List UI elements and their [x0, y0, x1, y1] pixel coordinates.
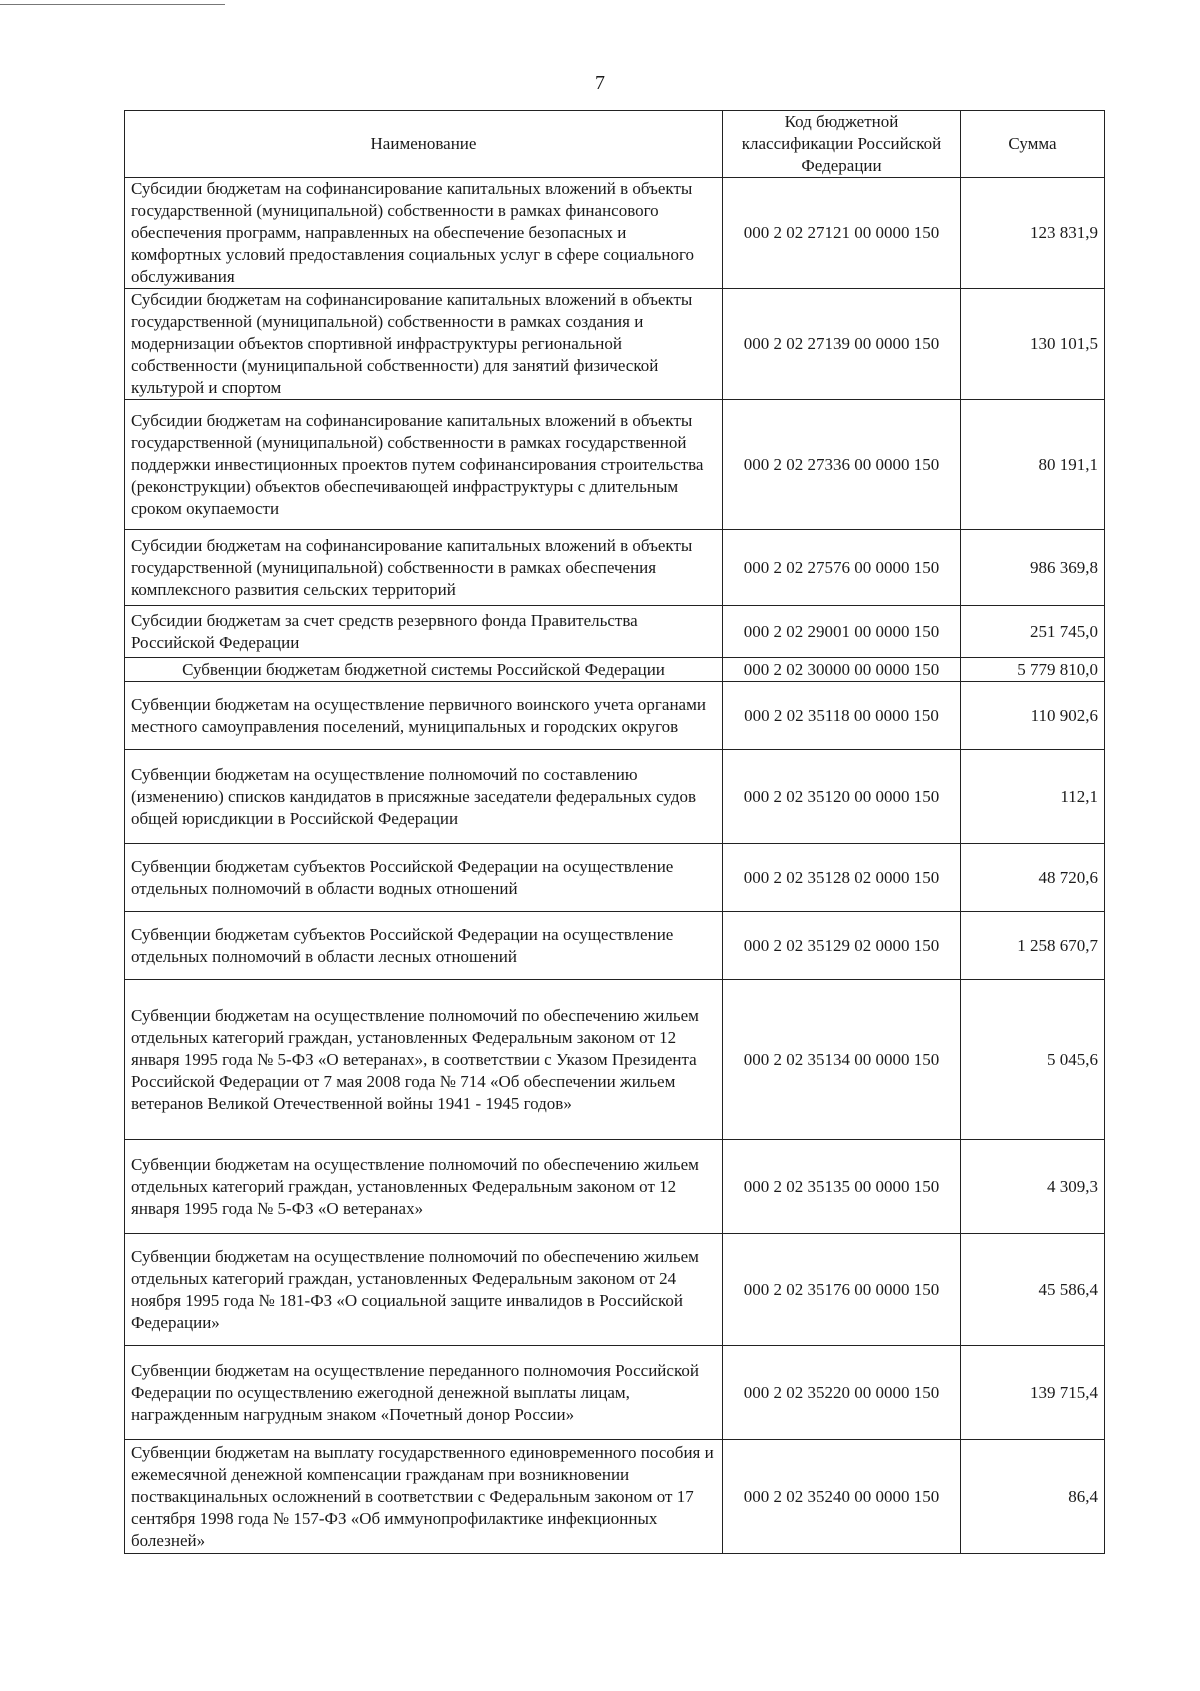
row-name: Субвенции бюджетам субъектов Российской Федерации на осуществление отдельных полномочий в области водных отношений	[125, 844, 723, 912]
row-code: 000 2 02 35135 00 0000 150	[723, 1140, 961, 1234]
row-name: Субвенции бюджетам на осуществление полномочий по обеспечению жильем отдельных категорий граждан, установленных Федеральным законом от 12 января 1995 года № 5-ФЗ «О ветеранах»	[125, 1140, 723, 1234]
table-row	[125, 606, 1105, 658]
row-sum: 45 586,4	[961, 1234, 1105, 1346]
row-sum: 5 779 810,0	[961, 658, 1105, 682]
row-sum: 123 831,9	[961, 178, 1105, 289]
table-row	[125, 682, 1105, 750]
row-name: Субвенции бюджетам на осуществление переданного полномочия Российской Федерации по осуществлению ежегодной денежной выплаты лицам, награжденным нагрудным знаком «Почетный донор России»	[125, 1346, 723, 1440]
row-code: 000 2 02 35120 00 0000 150	[723, 750, 961, 844]
row-code: 000 2 02 27576 00 0000 150	[723, 530, 961, 606]
table-row	[125, 289, 1105, 400]
header-code: Код бюджетной классификации Российской Федерации	[723, 111, 961, 178]
table-row	[125, 844, 1105, 912]
row-code: 000 2 02 27121 00 0000 150	[723, 178, 961, 289]
row-code: 000 2 02 35220 00 0000 150	[723, 1346, 961, 1440]
row-code: 000 2 02 35176 00 0000 150	[723, 1234, 961, 1346]
row-code: 000 2 02 30000 00 0000 150	[723, 658, 961, 682]
table-row	[125, 530, 1105, 606]
row-name: Субсидии бюджетам на софинансирование капитальных вложений в объекты государственной (муниципальной) собственности в рамках создания и модернизации объектов спортивной инфраструктуры региональной собственности (муниципальной собственности) для занятий физической культурой и спортом	[125, 289, 723, 400]
row-code: 000 2 02 29001 00 0000 150	[723, 606, 961, 658]
row-sum: 86,4	[961, 1440, 1105, 1554]
table-row	[125, 1346, 1105, 1440]
row-code: 000 2 02 27139 00 0000 150	[723, 289, 961, 400]
row-name: Субвенции бюджетам субъектов Российской Федерации на осуществление отдельных полномочий в области лесных отношений	[125, 912, 723, 980]
table-row	[125, 1234, 1105, 1346]
table-row	[125, 178, 1105, 289]
row-name: Субвенции бюджетам на выплату государственного единовременного пособия и ежемесячной денежной компенсации гражданам при возникновении поствакцинальных осложнений в соответствии с Федеральным законом от 17 сентября 1998 года № 157-ФЗ «Об иммунопрофилактике инфекционных болезней»	[125, 1440, 723, 1554]
header-name: Наименование	[125, 111, 723, 178]
table-row	[125, 1140, 1105, 1234]
row-name: Субвенции бюджетам на осуществление полномочий по обеспечению жильем отдельных категорий граждан, установленных Федеральным законом от 24 ноября 1995 года № 181-ФЗ «О социальной защите инвалидов в Российской Федерации»	[125, 1234, 723, 1346]
row-name: Субвенции бюджетам на осуществление полномочий по составлению (изменению) списков кандидатов в присяжные заседатели федеральных судов общей юрисдикции в Российской Федерации	[125, 750, 723, 844]
row-sum: 130 101,5	[961, 289, 1105, 400]
row-sum: 5 045,6	[961, 980, 1105, 1140]
row-code: 000 2 02 35128 02 0000 150	[723, 844, 961, 912]
table-row	[125, 658, 1105, 682]
table-row	[125, 1440, 1105, 1554]
table-row	[125, 912, 1105, 980]
row-code: 000 2 02 35240 00 0000 150	[723, 1440, 961, 1554]
row-sum: 139 715,4	[961, 1346, 1105, 1440]
row-name: Субвенции бюджетам бюджетной системы Российской Федерации	[125, 658, 723, 682]
row-sum: 1 258 670,7	[961, 912, 1105, 980]
table-header-row	[125, 111, 1105, 178]
table-row	[125, 750, 1105, 844]
row-sum: 110 902,6	[961, 682, 1105, 750]
row-code: 000 2 02 35134 00 0000 150	[723, 980, 961, 1140]
budget-table	[124, 110, 1105, 1554]
row-sum: 251 745,0	[961, 606, 1105, 658]
row-sum: 80 191,1	[961, 400, 1105, 530]
table-row	[125, 980, 1105, 1140]
row-code: 000 2 02 35118 00 0000 150	[723, 682, 961, 750]
row-name: Субвенции бюджетам на осуществление первичного воинского учета органами местного самоуправления поселений, муниципальных и городских округов	[125, 682, 723, 750]
header-sum: Сумма	[961, 111, 1105, 178]
top-rule	[0, 4, 225, 5]
row-code: 000 2 02 35129 02 0000 150	[723, 912, 961, 980]
table-row	[125, 400, 1105, 530]
row-name: Субсидии бюджетам за счет средств резервного фонда Правительства Российской Федерации	[125, 606, 723, 658]
row-sum: 4 309,3	[961, 1140, 1105, 1234]
page-number: 7	[595, 72, 605, 94]
row-code: 000 2 02 27336 00 0000 150	[723, 400, 961, 530]
row-name: Субвенции бюджетам на осуществление полномочий по обеспечению жильем отдельных категорий граждан, установленных Федеральным законом от 12 января 1995 года № 5-ФЗ «О ветеранах», в соответствии с Указом Президента Российской Федерации от 7 мая 2008 года № 714 «Об обеспечении жильем ветеранов Великой Отечественной войны 1941 - 1945 годов»	[125, 980, 723, 1140]
row-name: Субсидии бюджетам на софинансирование капитальных вложений в объекты государственной (муниципальной) собственности в рамках государственной поддержки инвестиционных проектов путем софинансирования строительства (реконструкции) объектов обеспечивающей инфраструктуры с длительным сроком окупаемости	[125, 400, 723, 530]
row-name: Субсидии бюджетам на софинансирование капитальных вложений в объекты государственной (муниципальной) собственности в рамках финансового обеспечения программ, направленных на обеспечение безопасных и комфортных условий предоставления социальных услуг в сфере социального обслуживания	[125, 178, 723, 289]
row-sum: 112,1	[961, 750, 1105, 844]
row-sum: 986 369,8	[961, 530, 1105, 606]
row-name: Субсидии бюджетам на софинансирование капитальных вложений в объекты государственной (муниципальной) собственности в рамках обеспечения комплексного развития сельских территорий	[125, 530, 723, 606]
row-sum: 48 720,6	[961, 844, 1105, 912]
